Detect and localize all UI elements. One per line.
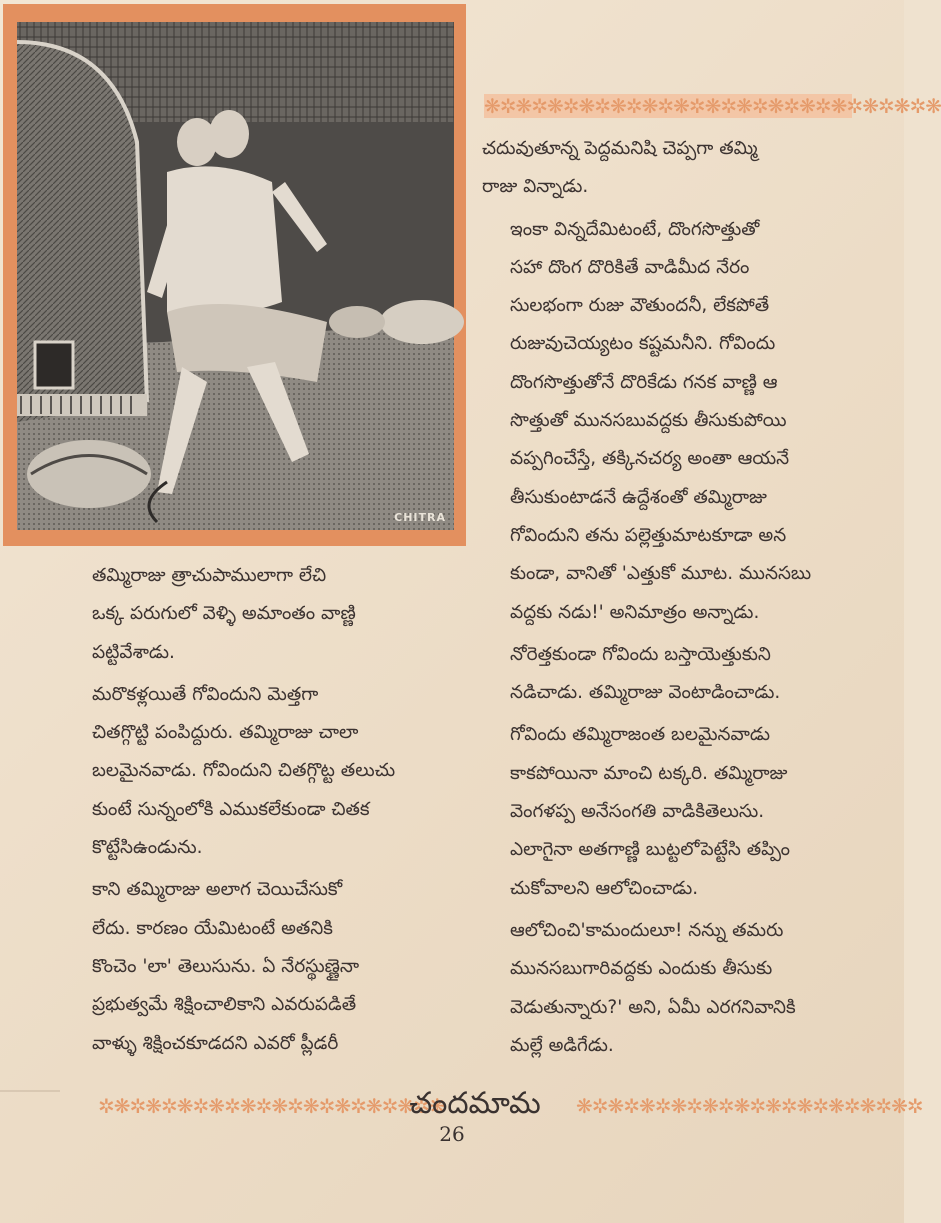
- paragraph: [482, 211, 854, 632]
- right-text-column: [482, 130, 854, 1069]
- text-line: వెంగళప్ప అనేసంగతి వాడికితెలుసు.: [510, 801, 765, 823]
- text-line: గోవిందుని తను పల్లెత్తుమాటకూడా అన: [510, 524, 787, 546]
- text-line: మల్లే అడిగేడు.: [510, 1034, 614, 1056]
- paragraph: [482, 912, 854, 1065]
- two-men-struggling-illustration-icon: [17, 22, 454, 530]
- text-line: మునసబుగారివద్దకు ఎందుకు తీసుకు: [510, 958, 773, 980]
- text-line: ఒక్క పరుగులో వెళ్ళి అమాంతం వాణ్ణి: [92, 603, 356, 625]
- ornament-band-top: ❋✲❋✲❋✲❋✲❋✲❋✲❋✲❋✲❋✲❋✲❋✲❋✲❋✲❋✲❋: [484, 94, 941, 118]
- text-line: వెడుతున్నారు?' అని, ఏమీ ఎరగనివానికి: [510, 996, 796, 1018]
- text-line: ఎలాగైనా అతగాణ్ణి బుట్టలోపెట్టేసి తప్పిం: [510, 839, 790, 861]
- text-line: తీసుకుంటాడనే ఉద్దేశంతో తమ్మిరాజు: [510, 486, 767, 508]
- page-number: 26: [439, 1122, 465, 1146]
- paragraph: [482, 636, 854, 713]
- text-line: కుండా, వానితో 'ఎత్తుకో మూట. మునసబు: [510, 563, 812, 585]
- paragraph: [64, 557, 462, 672]
- paragraph: [64, 676, 462, 867]
- text-line: బలమైనవాడు. గోవిందుని చితగ్గొట్ట తలుచు: [92, 760, 396, 782]
- text-line: కాని తమ్మిరాజు అలాగ చెయిచేసుకో: [92, 879, 343, 901]
- text-line: కొట్టేసిఉండును.: [92, 837, 203, 859]
- text-line: రుజువుచెయ్యటం కష్టమనీని. గోవిందు: [510, 333, 776, 355]
- text-line: సహా దొంగ దొరికితే వాడిమీద నేరం: [510, 256, 750, 278]
- text-line: చదువుతూన్న పెద్దమనిషి చెప్పగా తమ్మి: [482, 138, 758, 159]
- text-line: ఇంకా విన్నదేమిటంటే, దొంగసొత్తుతో: [510, 218, 760, 240]
- text-line: వాళ్ళు శిక్షించకూడదని ఎవరో ప్లీడరీ: [92, 1032, 339, 1054]
- ornament-band-bottom-right: ❋✲❋✲❋✲❋✲❋✲❋✲❋✲❋✲❋✲❋✲❋✲: [576, 1094, 923, 1118]
- text-line: నోరెత్తకుండా గోవిందు బస్తాయెత్తుకుని: [510, 643, 771, 665]
- text-line: కాకపోయినా మాంచి టక్కరి. తమ్మిరాజు: [510, 762, 788, 784]
- text-line: తమ్మిరాజు త్రాచుపాములాగా లేచి: [92, 565, 327, 586]
- text-line: ప్రభుత్వమే శిక్షించాలికాని ఎవరుపడితే: [92, 994, 357, 1016]
- text-line: చితగ్గొట్టి పంపిద్దురు. తమ్మిరాజు చాలా: [92, 722, 359, 744]
- text-line: మరొకళ్లయితే గోవిందుని మెత్తగా: [92, 683, 319, 705]
- text-line: చుకోవాలని ఆలోచించాడు.: [510, 877, 699, 899]
- text-line: వద్దకు నడు!' అనిమాత్రం అన్నాడు.: [510, 601, 760, 623]
- text-line: సులభంగా రుజు వౌతుందనీ, లేకపోతే: [510, 295, 770, 317]
- text-line: గోవిందు తమ్మిరాజంత బలమైనవాడు: [510, 724, 770, 746]
- left-text-column: [64, 557, 462, 1067]
- ornament-band-bottom-left: ✲❋✲❋✲❋✲❋✲❋✲❋✲❋✲❋✲❋✲❋✲❋: [98, 1094, 445, 1118]
- text-line: కుంటే సున్నంలోకి ఎముకలేకుండా చితక: [92, 798, 370, 820]
- text-line: సొత్తుతో మునసబువద్దకు తీసుకుపోయి: [510, 410, 787, 432]
- text-line: వప్పగించేస్తే, తక్కినచర్య అంతా ఆయనే: [510, 448, 790, 470]
- paragraph: [482, 716, 854, 907]
- text-line: ఆలోచించి'కామందులూ! నన్ను తమరు: [510, 919, 784, 941]
- paragraph: [482, 130, 854, 207]
- text-line: కొంచెం 'లా' తెలుసును. ఏ నేరస్థుణ్ణైనా: [92, 955, 360, 977]
- text-line: నడిచాడు. తమ్మిరాజు వెంటాడించాడు.: [510, 682, 781, 704]
- text-line: పట్టివేశాడు.: [92, 641, 175, 663]
- text-line: రాజు విన్నాడు.: [482, 176, 589, 198]
- text-line: లేదు. కారణం యేమిటంటే అతనికి: [92, 917, 333, 939]
- paragraph: [64, 871, 462, 1062]
- magazine-title: చందమామ: [409, 1086, 541, 1121]
- artist-signature: CHITRA: [394, 511, 446, 524]
- illustration-frame: [3, 4, 466, 546]
- text-line: దొంగసొత్తుతోనే దొరికేడు గనక వాణ్ణి ఆ: [510, 371, 778, 393]
